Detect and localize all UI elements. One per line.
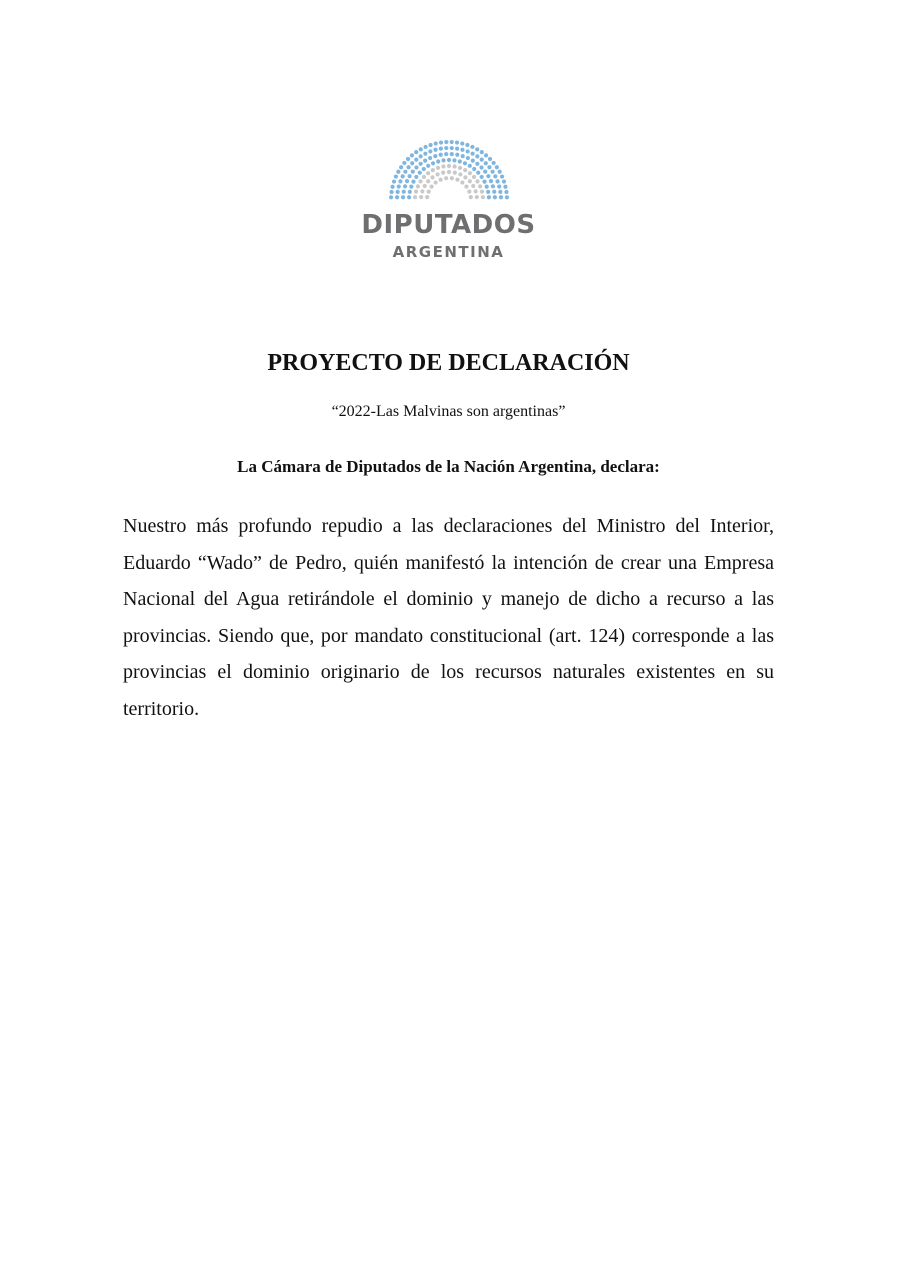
hemicycle-dot: [491, 161, 495, 165]
hemicycle-dot: [428, 156, 432, 160]
declaration-body: Nuestro más profundo repudio a las declaraciones del Ministro del Interior, Eduardo “Wado” de Pedro, quién manifestó la intención de crear una Empresa Nacional del Agua retirándole el dominio y manejo de dicho a recurso a las provincias. Siendo que, por mandato constitucional (art. 124) corresponde a las provincias el dominio originario de los recursos naturales existentes en su territorio.: [123, 515, 774, 720]
hemicycle-dot: [444, 146, 448, 150]
hemicycle-dot: [449, 140, 453, 144]
hemicycle-dot: [452, 171, 456, 175]
hemicycle-dot: [430, 175, 434, 179]
hemicycle-dot: [413, 190, 417, 194]
hemicycle-dot: [438, 147, 442, 151]
hemicycle-dot: [449, 146, 453, 150]
hemicycle-dot: [421, 175, 425, 179]
hemicycle-dot: [407, 174, 411, 178]
hemicycle-dot: [438, 153, 442, 157]
hemicycle-dot: [476, 171, 480, 175]
hemicycle-dot: [452, 158, 456, 162]
hemicycle-dot: [390, 185, 394, 189]
hemicycle-dot: [475, 154, 479, 158]
hemicycle-dot: [441, 171, 445, 175]
hemicycle-dot: [460, 180, 464, 184]
hemicycle-dot: [400, 195, 404, 199]
hemicycle-dot: [492, 195, 496, 199]
hemicycle-dot: [463, 175, 467, 179]
hemicycle-dot: [472, 167, 476, 171]
hemicycle-dot: [400, 174, 404, 178]
hemicycle-dot: [486, 174, 490, 178]
hemicycle-dot: [433, 148, 437, 152]
hemicycle-dot: [428, 143, 432, 147]
year-motto: “2022-Las Malvinas son argentinas”: [331, 403, 566, 420]
hemicycle-dot: [493, 174, 497, 178]
hemicycle-dot: [426, 189, 430, 193]
hemicycle-dot: [414, 157, 418, 161]
hemicycle-dot: [398, 179, 402, 183]
hemicycle-dot: [497, 170, 501, 174]
hemicycle-dot: [409, 185, 413, 189]
hemicycle-dot: [396, 184, 400, 188]
hemicycle-dot: [428, 149, 432, 153]
hemicycle-dot: [418, 154, 422, 158]
hemicycle-dot: [402, 161, 406, 165]
hemicycle-dot: [487, 157, 491, 161]
hemicycle-dot: [404, 179, 408, 183]
hemicycle-dot: [486, 195, 490, 199]
hemicycle-dot: [492, 190, 496, 194]
hemicycle-dot: [406, 165, 410, 169]
hemicycle-dot: [503, 185, 507, 189]
hemicycle-dot: [455, 178, 459, 182]
declaration-heading: La Cámara de Diputados de la Nación Argentina, declara:: [237, 457, 660, 476]
hemicycle-dot: [423, 145, 427, 149]
hemicycle-dot: [465, 156, 469, 160]
hemicycle-dot: [475, 162, 479, 166]
hemicycle-dot: [483, 170, 487, 174]
hemicycle-dot: [438, 178, 442, 182]
hemicycle-dot: [497, 184, 501, 188]
document-title: PROYECTO DE DECLARACIÓN: [267, 350, 630, 376]
hemicycle-dot: [455, 153, 459, 157]
hemicycle-dot: [411, 180, 415, 184]
hemicycle-dot: [414, 150, 418, 154]
hemicycle-dot: [446, 158, 450, 162]
hemicycle-dot: [483, 153, 487, 157]
hemicycle-dot: [479, 175, 483, 179]
hemicycle-dot: [414, 165, 418, 169]
hemicycle-dot: [421, 167, 425, 171]
hemicycle-dot: [470, 159, 474, 163]
hemicycle-dot: [393, 174, 397, 178]
hemicycle-dot: [436, 159, 440, 163]
hemicycle-dot: [471, 184, 475, 188]
hemicycle-dot: [405, 157, 409, 161]
hemicycle-dot: [470, 145, 474, 149]
hemicycle-dot: [433, 141, 437, 145]
hemicycle-dot: [471, 175, 475, 179]
hemicycle-dot: [401, 190, 405, 194]
hemicycle-dot: [494, 165, 498, 169]
logo-text-argentina: ARGENTINA: [392, 243, 505, 261]
hemicycle-dot: [498, 190, 502, 194]
hemicycle-dot: [426, 171, 430, 175]
hemicycle-dot: [495, 179, 499, 183]
hemicycle-dot: [410, 161, 414, 165]
diputados-logo: [0, 140, 897, 262]
hemicycle-dot: [484, 185, 488, 189]
hemicycle-dot: [487, 165, 491, 169]
hemicycle-dot: [444, 152, 448, 156]
hemicycle-dot: [488, 179, 492, 183]
hemicycle-dot: [460, 148, 464, 152]
hemicycle-dot: [504, 190, 508, 194]
hemicycle-dot: [465, 143, 469, 147]
hemicycle-dot: [455, 147, 459, 151]
hemicycle-dot: [414, 175, 418, 179]
hemicycle-dot: [438, 140, 442, 144]
hemicycle-dot: [504, 195, 508, 199]
hemicycle-dot: [460, 154, 464, 158]
hemicycle-dot: [479, 157, 483, 161]
hemicycle-dot: [403, 170, 407, 174]
hemicycle-dot: [454, 140, 458, 144]
hemicycle-dot: [446, 164, 450, 168]
hemicycle-dot: [418, 162, 422, 166]
hemicycle-dot: [449, 152, 453, 156]
hemicycle-dot: [415, 184, 419, 188]
hemicycle-dot: [402, 184, 406, 188]
hemicycle-dot: [452, 164, 456, 168]
hemicycle-dot: [464, 185, 468, 189]
hemicycle-dot: [425, 195, 429, 199]
hemicycle-dot: [419, 195, 423, 199]
hemicycle-dot: [429, 185, 433, 189]
hemicycle-dot: [423, 152, 427, 156]
hemicycle-dot: [501, 179, 505, 183]
hemicycle-dot: [479, 150, 483, 154]
hemicycle-dot: [444, 140, 448, 144]
hemicycle-dot: [467, 189, 471, 193]
hemicycle-dot: [467, 171, 471, 175]
hemicycle-dot: [444, 176, 448, 180]
hemicycle-dot: [478, 184, 482, 188]
hemicycle-dot: [389, 190, 393, 194]
hemicycle-dot: [479, 190, 483, 194]
hemicycle-dot: [435, 166, 439, 170]
hemicycle-dot: [446, 170, 450, 174]
hemicycle-dot: [467, 164, 471, 168]
hemicycle-dot: [475, 147, 479, 151]
hemicycle-dot: [423, 159, 427, 163]
hemicycle-dot: [396, 170, 400, 174]
hemicycle-dot: [441, 158, 445, 162]
hemicycle-dot: [462, 161, 466, 165]
hemicycle-dot: [430, 168, 434, 172]
hemicycle-dot: [391, 179, 395, 183]
hemicycle-dot: [435, 172, 439, 176]
hemicycle-dot: [395, 190, 399, 194]
hemicycle-dot: [467, 179, 471, 183]
hemicycle-dot: [457, 159, 461, 163]
hemicycle-dot: [480, 195, 484, 199]
hemicycle-dot: [426, 164, 430, 168]
hemicycle-dot: [474, 195, 478, 199]
hemicycle-dot: [406, 195, 410, 199]
hemicycle-dot: [418, 147, 422, 151]
logo-text-diputados: DIPUTADOS: [361, 210, 536, 240]
hemicycle-dot: [417, 171, 421, 175]
hemicycle-dot: [479, 165, 483, 169]
hemicycle-dot: [418, 179, 422, 183]
hemicycle-dot: [498, 195, 502, 199]
hemicycle-dot: [420, 189, 424, 193]
hemicycle-dot: [490, 184, 494, 188]
hemicycle-dot: [410, 170, 414, 174]
hemicycle-dot: [486, 190, 490, 194]
hemicycle-dot: [388, 195, 392, 199]
hemicycle-dot: [460, 141, 464, 145]
hemicycle-dot: [422, 184, 426, 188]
hemicycle-dot: [407, 190, 411, 194]
hemicycle-dot: [430, 161, 434, 165]
hemicycle-dot: [449, 176, 453, 180]
hemicycle-dot: [441, 164, 445, 168]
hemicycle-dot: [465, 149, 469, 153]
hemicycle-dot: [470, 152, 474, 156]
hemicycle-dot: [473, 189, 477, 193]
hemicycle-dot: [463, 168, 467, 172]
hemicycle-dot: [433, 154, 437, 158]
hemicycle-dot: [483, 161, 487, 165]
hemicycle-dot: [482, 180, 486, 184]
hemicycle-dot: [433, 180, 437, 184]
hemicycle-dot: [413, 195, 417, 199]
hemicycle-dots-logo-icon: [384, 140, 514, 202]
hemicycle-dot: [457, 166, 461, 170]
hemicycle-dot: [399, 165, 403, 169]
hemicycle-dot: [409, 153, 413, 157]
hemicycle-dot: [458, 172, 462, 176]
hemicycle-dot: [475, 179, 479, 183]
hemicycle-dot: [499, 174, 503, 178]
hemicycle-dot: [468, 195, 472, 199]
hemicycle-dot: [426, 179, 430, 183]
hemicycle-dot: [394, 195, 398, 199]
hemicycle-dot: [490, 170, 494, 174]
